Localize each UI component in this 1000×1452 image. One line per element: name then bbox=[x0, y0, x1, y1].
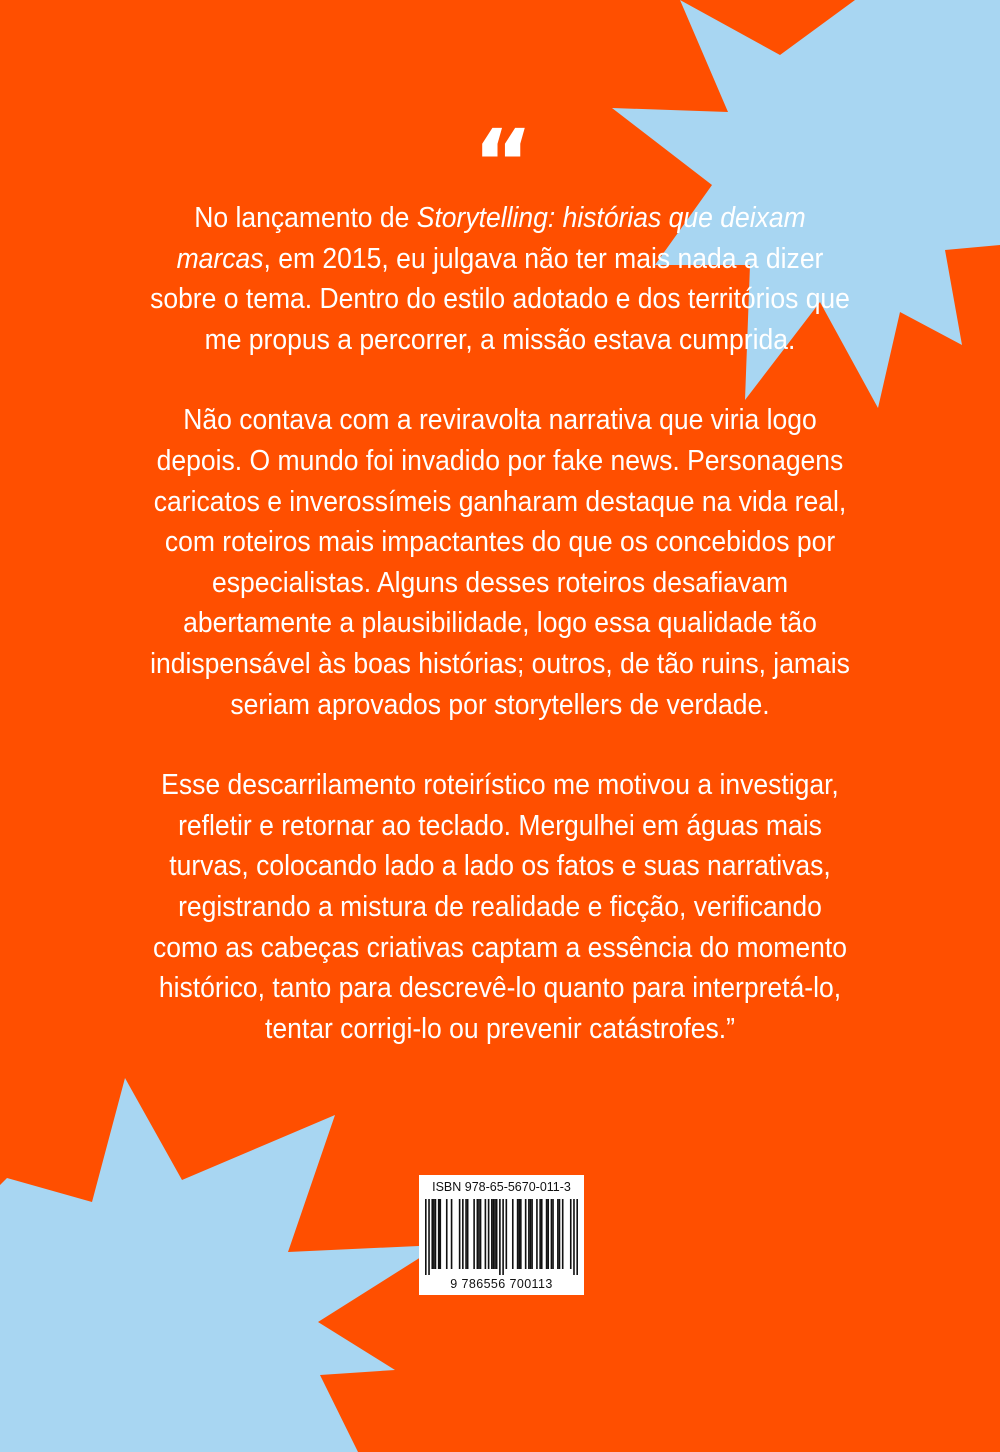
isbn-label: ISBN 978-65-5670-011-3 bbox=[432, 1180, 571, 1194]
barcode-bar bbox=[512, 1199, 514, 1269]
barcode-bar bbox=[536, 1199, 538, 1269]
barcode-bar bbox=[473, 1199, 475, 1269]
barcode-bar bbox=[546, 1199, 548, 1269]
barcode-bar bbox=[467, 1199, 469, 1269]
barcode-bar bbox=[435, 1199, 437, 1269]
barcode-bar bbox=[562, 1199, 564, 1269]
barcode-bar bbox=[494, 1199, 496, 1269]
paragraph-2 bbox=[147, 400, 854, 725]
barcode-bar bbox=[570, 1199, 572, 1269]
barcode-bar bbox=[438, 1199, 440, 1269]
barcode-bar bbox=[557, 1199, 559, 1269]
barcode-bar bbox=[530, 1199, 532, 1269]
barcode-bar bbox=[480, 1199, 482, 1269]
barcode-bar bbox=[451, 1199, 453, 1269]
isbn-barcode bbox=[419, 1175, 584, 1295]
barcode-bar bbox=[518, 1199, 520, 1269]
barcode-bar bbox=[485, 1199, 487, 1269]
barcode-bar bbox=[433, 1199, 435, 1269]
paragraph-1 bbox=[147, 198, 854, 360]
barcode-bar bbox=[462, 1199, 464, 1269]
paragraph-text: , em 2015, eu julgava não ter mais nada a dizer sobre o tema. Dentro do estilo adotado e dos territórios que me propus a percorrer, a missão estava cumprida. bbox=[150, 242, 850, 356]
barcode-bar bbox=[459, 1199, 461, 1269]
barcode-bar bbox=[525, 1199, 527, 1269]
barcode-bar bbox=[547, 1199, 549, 1269]
barcode-bar bbox=[541, 1199, 543, 1269]
barcode-bar bbox=[552, 1199, 554, 1269]
barcode-bar bbox=[439, 1199, 441, 1269]
paragraph-text: Esse descarrilamento roteirístico me motivou a investigar, refletir e retornar ao teclado. Mergulhei em águas mais turvas, colocando lado a lado os fatos e suas narrativas, registrando a mistura de realidade e ficção, verificando como as cabeças criativas captam a essência do momento histórico, tanto para descrevê-lo quanto para interpretá-lo, tentar corrigi-lo ou prevenir catástrofes.” bbox=[153, 769, 847, 1045]
barcode-bar bbox=[446, 1199, 448, 1269]
barcode-bar bbox=[491, 1199, 493, 1269]
barcode-bar bbox=[502, 1199, 504, 1275]
paragraph-text: No lançamento de bbox=[194, 202, 417, 234]
barcode-bar bbox=[465, 1199, 467, 1269]
barcode-bar bbox=[528, 1199, 530, 1269]
barcode-bar bbox=[488, 1199, 490, 1269]
barcode-bar bbox=[576, 1199, 578, 1275]
barcode-digits: 9 786556 700113 bbox=[450, 1277, 553, 1291]
opening-quote-mark: “ bbox=[472, 110, 528, 217]
paragraph-3 bbox=[147, 765, 854, 1049]
barcode-bar bbox=[425, 1199, 427, 1275]
barcode-bar bbox=[496, 1199, 498, 1269]
barcode-bar bbox=[539, 1199, 541, 1269]
barcode-bar bbox=[520, 1199, 522, 1269]
book-title: Storytelling: histórias que deixam marcas bbox=[176, 202, 806, 275]
barcode-bar bbox=[551, 1199, 553, 1269]
barcode-bar bbox=[531, 1199, 533, 1269]
paragraph-text: Não contava com a reviravolta narrativa que viria logo depois. O mundo foi invadido por fake news. Personagens caricatos e inverossímeis ganharam destaque na vida real, com roteiros mais impactantes do que os concebidos por especialistas. Alguns desses roteiros desafiavam abertamente a plausibilidade, logo essa qualidade tão indispensável às boas histórias; outros, de tão ruins, jamais seriam aprovados por storytellers de verdade. bbox=[150, 404, 850, 721]
barcode-bars bbox=[425, 1199, 578, 1275]
barcode-bar bbox=[428, 1199, 430, 1275]
barcode-bar bbox=[573, 1199, 575, 1275]
barcode-bar bbox=[499, 1199, 501, 1275]
barcode-bar bbox=[431, 1199, 433, 1269]
barcode-bar bbox=[559, 1199, 561, 1269]
barcode-bar bbox=[493, 1199, 495, 1269]
barcode-bar bbox=[517, 1199, 519, 1269]
barcode-bar bbox=[477, 1199, 479, 1269]
barcode-bar bbox=[506, 1199, 508, 1269]
blurb-text bbox=[147, 198, 854, 1089]
barcode-bar bbox=[478, 1199, 480, 1269]
